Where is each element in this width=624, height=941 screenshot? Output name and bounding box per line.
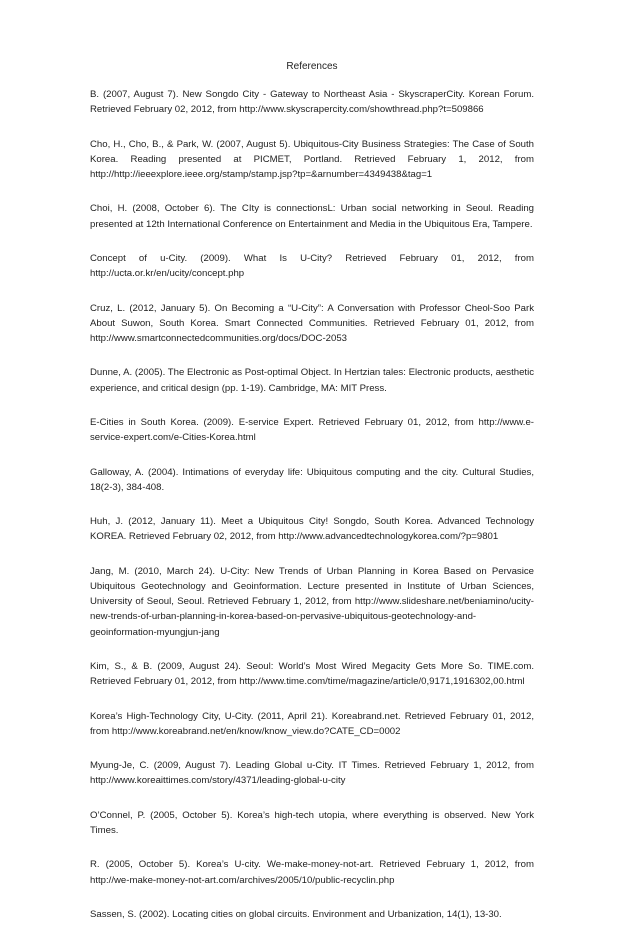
reference-entry: Concept of u-City. (2009). What Is U-City? Retrieved February 01, 2012, from http://ucta.or.kr/en/ucity/concept.php: [90, 252, 534, 280]
reference-entry: Korea’s High-Technology City, U-City. (2011, April 21). Koreabrand.net. Retrieved February 01, 2012, from http://www.koreabrand.net/en/know/know_view.do?CATE_CD=0002: [90, 710, 534, 737]
reference-entry: Sassen, S. (2002). Locating cities on global circuits. Environment and Urbanization, 14(1), 13-30.: [90, 908, 502, 920]
reference-entry: Dunne, A. (2005). The Electronic as Post-optimal Object. In Hertzian tales: Electronic products, aesthetic experience, and critical design (pp. 1-19). Cambridge, MA: MIT Press.: [90, 367, 534, 394]
reference-entry: Jang, M. (2010, March 24). U-City: New Trends of Urban Planning in Korea Based on Pervasice Ubiquitous Geotechnology and Geoinformation. Lecture presented in Institute of Urban Sciences, University of Seoul, Seoul. Retrieved February 1, 2012, from http://www.slideshare.net/beniamino/ucity-new-trends-of-urban-planning-in-korea-based-on-pervasive-ubiquitous-geotechnology-and-geoinformation-myungjun-jang: [90, 565, 534, 638]
page-title: References: [286, 61, 338, 72]
reference-entry: Cruz, L. (2012, January 5). On Becoming a “U-City”: A Conversation with Professor Cheol-Soo Park About Suwon, South Korea. Smart Connected Communities. Retrieved February 01, 2012, from http://www.smartconnectedcommunities.org/docs/DOC-2053: [90, 302, 534, 344]
reference-entry: Cho, H., Cho, B., & Park, W. (2007, August 5). Ubiquitous-City Business Strategies: The Case of South Korea. Reading presented at PICMET, Portland. Retrieved February 1, 2012, from http://http://ieeexplore.ieee.org/stamp/stamp.jsp?tp=&arnumber=4349438&tag=1: [90, 138, 534, 180]
reference-entry: Kim, S., & B. (2009, August 24). Seoul: World’s Most Wired Megacity Gets More So. TIME.com. Retrieved February 01, 2012, from http://www.time.com/time/magazine/article/0,9171,1916302,00.html: [90, 660, 534, 688]
reference-entry: Choi, H. (2008, October 6). The CIty is connectionsL: Urban social networking in Seoul. Reading presented at 12th International Conference on Entertainment and Media in the Ubiquitous Era, Tampere.: [90, 203, 534, 230]
reference-entry: B. (2007, August 7). New Songdo City - Gateway to Northeast Asia - SkyscraperCity. Korean Forum. Retrieved February 02, 2012, from http://www.skyscrapercity.com/showthread.php?t=509866: [90, 89, 534, 116]
reference-entry: R. (2005, October 5). Korea’s U-city. We-make-money-not-art. Retrieved February 1, 2012, from http://we-make-money-not-art.com/archives/2005/10/public-recyclin.php: [90, 859, 534, 886]
reference-entry: E-Cities in South Korea. (2009). E-service Expert. Retrieved February 01, 2012, from http://www.e-service-expert.com/e-Cities-Korea.html: [90, 416, 534, 444]
reference-entry: O’Connel, P. (2005, October 5). Korea’s high-tech utopia, where everything is observed. New York Times.: [90, 809, 534, 836]
reference-entry: Galloway, A. (2004). Intimations of everyday life: Ubiquitous computing and the city. Cultural Studies, 18(2-3), 384-408.: [90, 466, 534, 493]
reference-entry: Myung-Je, C. (2009, August 7). Leading Global u-City. IT Times. Retrieved February 1, 2012, from http://www.koreaittimes.com/story/4371/leading-global-u-city: [90, 760, 534, 787]
reference-list: [90, 87, 534, 941]
reference-entry: Huh, J. (2012, January 11). Meet a Ubiquitous City! Songdo, South Korea. Advanced Technology KOREA. Retrieved February 02, 2012, from http://www.advancedtechnologykorea.com/?p=9801: [90, 516, 534, 543]
